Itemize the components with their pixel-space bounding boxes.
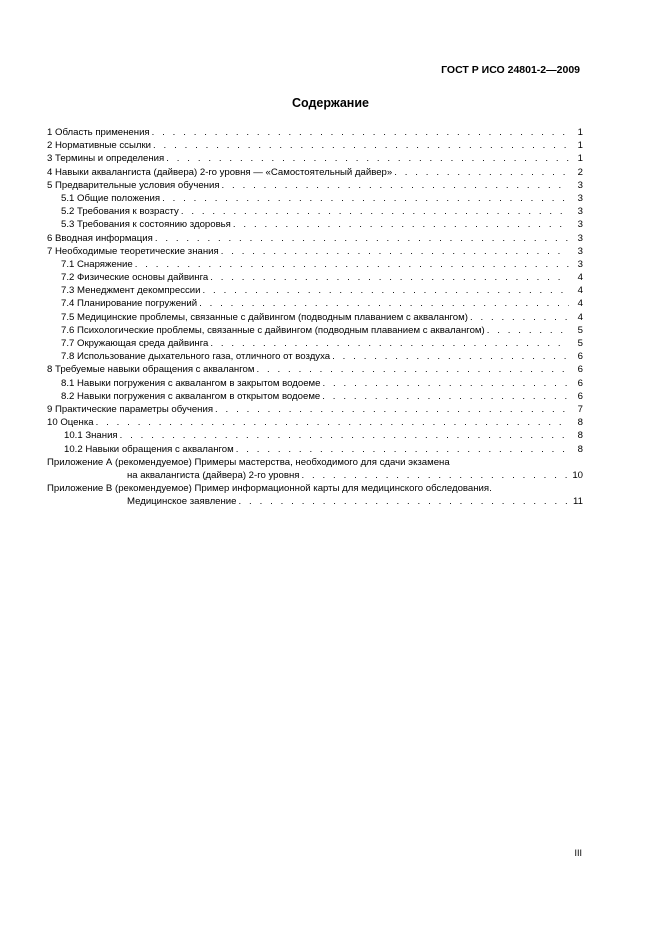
toc-leader-dots: [120, 429, 569, 442]
toc-leader-dots: [222, 179, 569, 192]
toc-annex-b-line1: Приложение В (рекомендуемое) Пример информационной карты для медицинского обследования.: [47, 483, 492, 495]
toc-entry-title: 7.3 Менеджмент декомпрессии: [61, 285, 201, 297]
toc-entry-page: 4: [577, 272, 583, 284]
toc-leader-dots: [487, 324, 569, 337]
toc-leader-dots: [135, 258, 569, 271]
toc-entry-page: 6: [577, 351, 583, 363]
toc-entry-title: 7.8 Использование дыхательного газа, отличного от воздуха: [61, 351, 331, 363]
toc-entry-page: 5: [577, 338, 583, 349]
toc-entry-title: 7.5 Медицинские проблемы, связанные с дайвингом (подводным плаванием с аквалангом): [61, 311, 468, 323]
toc-leader-dots: [332, 350, 569, 363]
toc-entry[interactable]: [47, 166, 583, 179]
toc-entry-title: 2 Нормативные ссылки: [47, 140, 152, 152]
toc-entry-page: 8: [577, 417, 583, 429]
toc-entry[interactable]: [47, 245, 583, 258]
toc-entry-title: 7.7 Окружающая среда дайвинга: [61, 338, 209, 349]
toc-leader-dots: [96, 416, 569, 429]
toc-entry[interactable]: [47, 429, 583, 442]
toc-entry[interactable]: [47, 377, 583, 390]
toc-entry-title: 9 Практические параметры обучения: [47, 403, 214, 415]
toc-entry-title: 4 Навыки аквалангиста (дайвера) 2-го уровня — «Самостоятельный дайвер»: [47, 166, 393, 178]
toc-entry-page: 2: [577, 166, 583, 178]
toc-entry-page: 1: [577, 140, 583, 152]
toc-leader-dots: [221, 245, 569, 258]
toc-entry-title: 1 Область применения: [47, 127, 150, 138]
toc-leader-dots: [256, 363, 569, 376]
page-title: Содержание: [291, 96, 369, 110]
toc-entry-title: 5.2 Требования к возрасту: [61, 206, 179, 218]
toc-entry-page: 8: [577, 443, 583, 455]
toc-entry-title: 7.2 Физические основы дайвинга: [61, 272, 209, 284]
toc-leader-dots: [210, 337, 569, 350]
toc-annex-b-line2: Медицинское заявление: [127, 496, 237, 508]
toc-annex-b: [47, 482, 583, 508]
toc-entry[interactable]: [47, 311, 583, 324]
toc-entry-page: 6: [577, 377, 583, 389]
toc-entry[interactable]: [47, 403, 583, 416]
table-of-contents: [47, 126, 583, 508]
toc-leader-dots: [215, 403, 569, 416]
toc-leader-dots: [203, 284, 569, 297]
toc-leader-dots: [394, 166, 569, 179]
toc-entry[interactable]: [47, 258, 583, 271]
toc-entry-title: 7.6 Психологические проблемы, связанные с дайвингом (подводным плаванием с аквалангом): [61, 324, 485, 336]
toc-leader-dots: [239, 495, 569, 508]
toc-leader-dots: [199, 297, 569, 310]
toc-leader-dots: [301, 469, 569, 482]
toc-entry-page: 6: [577, 390, 583, 402]
toc-entry-page: 5: [577, 324, 583, 336]
document-id: ГОСТ Р ИСО 24801-2—2009: [441, 64, 580, 76]
toc-entry-page: 3: [577, 258, 583, 270]
toc-entry-title: 7.1 Снаряжение: [61, 258, 133, 270]
toc-leader-dots: [155, 232, 569, 245]
toc-entry[interactable]: [47, 126, 583, 139]
toc-leader-dots: [166, 152, 569, 165]
toc-leader-dots: [236, 443, 569, 456]
toc-leader-dots: [162, 192, 569, 205]
toc-entry[interactable]: [47, 350, 583, 363]
page-number: III: [574, 848, 582, 858]
toc-entry[interactable]: [47, 192, 583, 205]
toc-leader-dots: [322, 390, 569, 403]
toc-annex-a: [47, 456, 583, 482]
toc-entry-title: 8 Требуемые навыки обращения с аквалангом: [47, 364, 255, 376]
toc-entry-page: 1: [577, 153, 583, 165]
toc-leader-dots: [152, 126, 569, 139]
toc-entry-page: 6: [577, 364, 583, 376]
toc-entry-page: 3: [577, 192, 583, 204]
toc-entry[interactable]: [47, 363, 583, 376]
toc-entry-title: 8.1 Навыки погружения с аквалангом в закрытом водоеме: [61, 377, 321, 389]
toc-entry[interactable]: [47, 205, 583, 218]
toc-entry-page: 1: [577, 127, 583, 138]
toc-leader-dots: [322, 377, 569, 390]
toc-entry-page: 3: [577, 179, 583, 191]
toc-entry[interactable]: [47, 337, 583, 350]
toc-annex-a-line2: на аквалангиста (дайвера) 2-го уровня: [127, 469, 300, 481]
toc-entry[interactable]: [47, 390, 583, 403]
toc-entry-page: 3: [577, 232, 583, 244]
toc-leader-dots: [470, 311, 569, 324]
toc-entry-title: 3 Термины и определения: [47, 153, 165, 165]
toc-entry[interactable]: [47, 179, 583, 192]
toc-entry-title: 8.2 Навыки погружения с аквалангом в открытом водоеме: [61, 390, 321, 402]
toc-entry-page: 3: [577, 219, 583, 231]
toc-entry-page: 3: [577, 206, 583, 218]
toc-annex-b-page: 11: [573, 496, 583, 508]
toc-annex-a-page: 10: [572, 469, 583, 481]
toc-entry-page: 4: [577, 298, 583, 310]
toc-entry[interactable]: [47, 284, 583, 297]
toc-entry[interactable]: [47, 271, 583, 284]
toc-entry-title: 10 Оценка: [47, 417, 94, 429]
toc-entry[interactable]: [47, 139, 583, 152]
toc-leader-dots: [210, 271, 569, 284]
toc-entry[interactable]: [47, 324, 583, 337]
toc-entry[interactable]: [47, 297, 583, 310]
toc-entry-title: 10.2 Навыки обращения с аквалангом: [64, 443, 234, 455]
toc-entry-page: 4: [577, 285, 583, 297]
toc-entry-title: 5.3 Требования к состоянию здоровья: [61, 219, 231, 231]
toc-entry-page: 7: [577, 403, 583, 415]
toc-entry-title: 5 Предварительные условия обучения: [47, 179, 220, 191]
toc-leader-dots: [233, 218, 569, 231]
toc-entry-title: 7 Необходимые теоретические знания: [47, 245, 219, 257]
toc-leader-dots: [181, 205, 569, 218]
toc-entry[interactable]: [47, 232, 583, 245]
toc-entry[interactable]: [47, 416, 583, 429]
toc-entry-title: 6 Вводная информация: [47, 232, 153, 244]
toc-entry[interactable]: [47, 443, 583, 456]
toc-entry[interactable]: [47, 218, 583, 231]
toc-entry[interactable]: [47, 152, 583, 165]
toc-entry-page: 8: [577, 430, 583, 442]
toc-entry-page: 4: [577, 311, 583, 323]
toc-entry-title: 5.1 Общие положения: [61, 192, 161, 204]
toc-leader-dots: [153, 139, 569, 152]
toc-entry-title: 7.4 Планирование погружений: [61, 298, 198, 310]
toc-annex-a-line1: Приложение А (рекомендуемое) Примеры мастерства, необходимого для сдачи экзамена: [47, 456, 450, 468]
toc-entry-title: 10.1 Знания: [64, 430, 118, 442]
toc-entry-page: 3: [577, 245, 583, 257]
